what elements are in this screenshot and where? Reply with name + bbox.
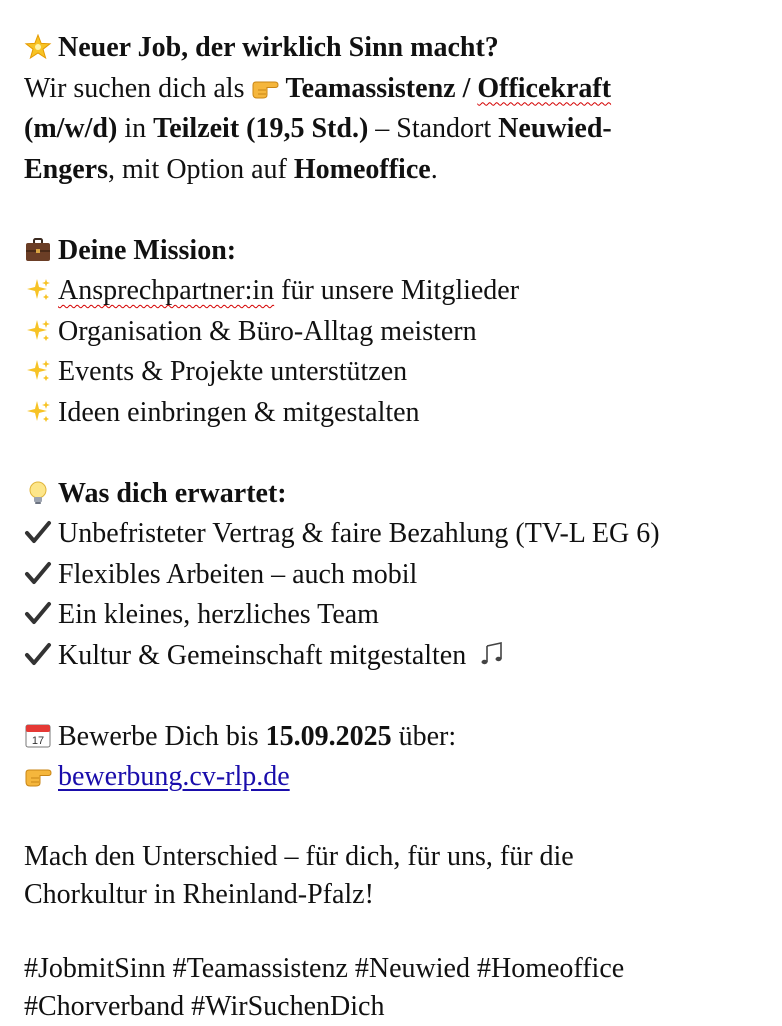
mission-heading: Deine Mission: (58, 234, 237, 266)
intro-title-line (24, 28, 764, 69)
benefits-heading-line (24, 474, 764, 515)
intro-line-2: (m/w/d) in Teilzeit (19,5 Std.) – Standort Neuwied- (24, 113, 612, 144)
briefcase-icon (24, 237, 52, 263)
intro-line-3: Engers, mit Option auf Homeoffice. (24, 153, 438, 185)
mission-heading-line (24, 231, 764, 272)
spellcheck-word: Ansprechpartner:in (58, 275, 275, 306)
spacer (24, 433, 764, 474)
light-bulb-icon (24, 480, 52, 506)
deadline-date: 15.09.2025 (265, 720, 392, 752)
hashtags-line-1: #JobmitSinn #Teamassistenz #Neuwied #Homeoffice (24, 953, 625, 984)
calendar-icon (24, 723, 52, 749)
intro-line-1: Wir suchen dich als Teamassistenz / Officekraft (24, 72, 612, 104)
apply-line: 17 Bewerbe Dich bis 15.09.2025 über: (24, 717, 764, 758)
spacer (24, 798, 764, 839)
check-mark-icon (24, 520, 52, 546)
apply-link-line (24, 757, 764, 798)
benefit-item: Ein kleines, herzliches Team (24, 595, 764, 636)
sparkles-icon (24, 358, 52, 384)
check-mark-icon (24, 601, 52, 627)
sparkles-icon (24, 318, 52, 344)
check-mark-icon (24, 642, 52, 668)
spacer (24, 914, 764, 950)
svg-text:17: 17 (31, 734, 45, 747)
intro-title: Neuer Job, der wirklich Sinn macht? (58, 32, 499, 63)
mission-item: Events & Projekte unterstützen (24, 352, 764, 393)
spellcheck-word: Officekraft (477, 72, 612, 104)
job-posting-document (24, 28, 764, 1026)
sparkles-icon (24, 277, 52, 303)
spacer (24, 676, 764, 717)
pointing-hand-icon (251, 75, 279, 101)
glowing-star-icon (24, 34, 52, 60)
mission-item: Organisation & Büro-Alltag meistern (24, 312, 764, 353)
benefit-item: Unbefristeter Vertrag & faire Bezahlung (TV-L EG 6) (24, 514, 764, 555)
benefit-item: Flexibles Arbeiten – auch mobil (24, 555, 764, 596)
benefits-heading: Was dich erwartet: (58, 477, 287, 509)
closing-line-2: Chorkultur in Rheinland-Pfalz! (24, 879, 374, 910)
spacer (24, 190, 764, 231)
application-link[interactable]: bewerbung.cv-rlp.de (58, 761, 290, 792)
pointing-hand-icon (24, 763, 52, 789)
check-mark-icon (24, 561, 52, 587)
mission-item: Ideen einbringen & mitgestalten (24, 393, 764, 434)
sparkles-icon (24, 399, 52, 425)
benefit-item: Kultur & Gemeinschaft mitgestalten (24, 636, 764, 677)
mission-item: Ansprechpartner:in für unsere Mitglieder (24, 271, 764, 312)
hashtags-line-2: #Chorverband #WirSuchenDich (24, 991, 385, 1022)
music-notes-icon (479, 642, 507, 668)
closing-line-1: Mach den Unterschied – für dich, für uns, für die (24, 841, 574, 872)
